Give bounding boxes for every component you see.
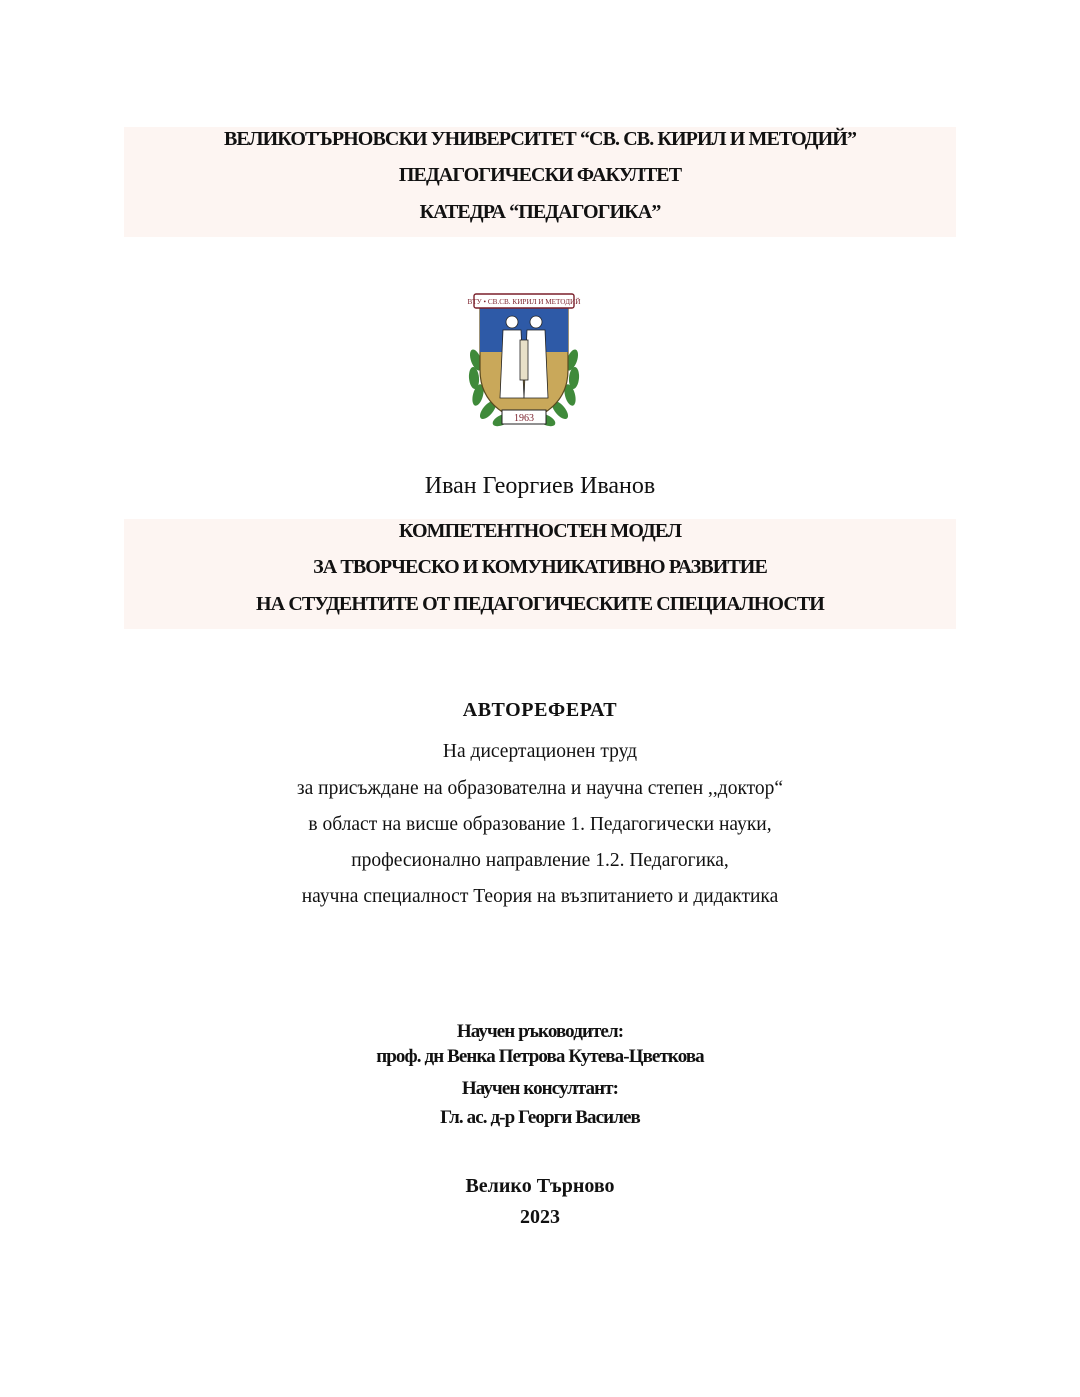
- faculty-name: ПЕДАГОГИЧЕСКИ ФАКУЛТЕТ: [398, 164, 682, 186]
- abstract-line-5: научна специалност Теория на възпитанието и дидактика: [301, 886, 779, 907]
- consultant-name: Гл. ас. д-р Георги Василев: [440, 1107, 640, 1128]
- thesis-title-line-2: ЗА ТВОРЧЕСКО И КОМУНИКАТИВНО РАЗВИТИЕ: [313, 556, 767, 578]
- supervisor-label: Научен ръководител:: [456, 1021, 624, 1042]
- university-name: ВЕЛИКОТЪРНОВСКИ УНИВЕРСИТЕТ “СВ. СВ. КИРИЛ И МЕТОДИЙ”: [223, 128, 857, 150]
- department-name: КАТЕДРА “ПЕДАГОГИКА”: [419, 201, 661, 223]
- consultant-label: Научен консултант:: [461, 1078, 619, 1099]
- crest-ribbon-text: ВТУ • СВ.СВ. КИРИЛ И МЕТОДИЙ: [467, 298, 581, 306]
- abstract-heading: АВТОРЕФЕРАТ: [462, 699, 618, 721]
- supervisor-name: проф. дн Венка Петрова Кутева-Цветкова: [376, 1046, 704, 1067]
- author-name: Иван Георгиев Иванов: [424, 473, 656, 499]
- abstract-line-1: На дисертационен труд: [442, 741, 638, 762]
- city: Велико Търново: [465, 1175, 615, 1197]
- thesis-title-line-3: НА СТУДЕНТИТЕ ОТ ПЕДАГОГИЧЕСКИТЕ СПЕЦИАЛНОСТИ: [256, 593, 824, 615]
- abstract-line-3: в област на висше образование 1. Педагогически науки,: [308, 814, 772, 835]
- thesis-title-line-1: КОМПЕТЕНТНОСТЕН МОДЕЛ: [398, 520, 682, 542]
- university-crest-logo: [462, 290, 586, 434]
- crest-year: 1963: [514, 413, 534, 424]
- year: 2023: [520, 1206, 560, 1228]
- abstract-line-2: за присъждане на образователна и научна степен ,,доктор“: [296, 778, 784, 799]
- abstract-line-4: професионално направление 1.2. Педагогика,: [351, 850, 729, 871]
